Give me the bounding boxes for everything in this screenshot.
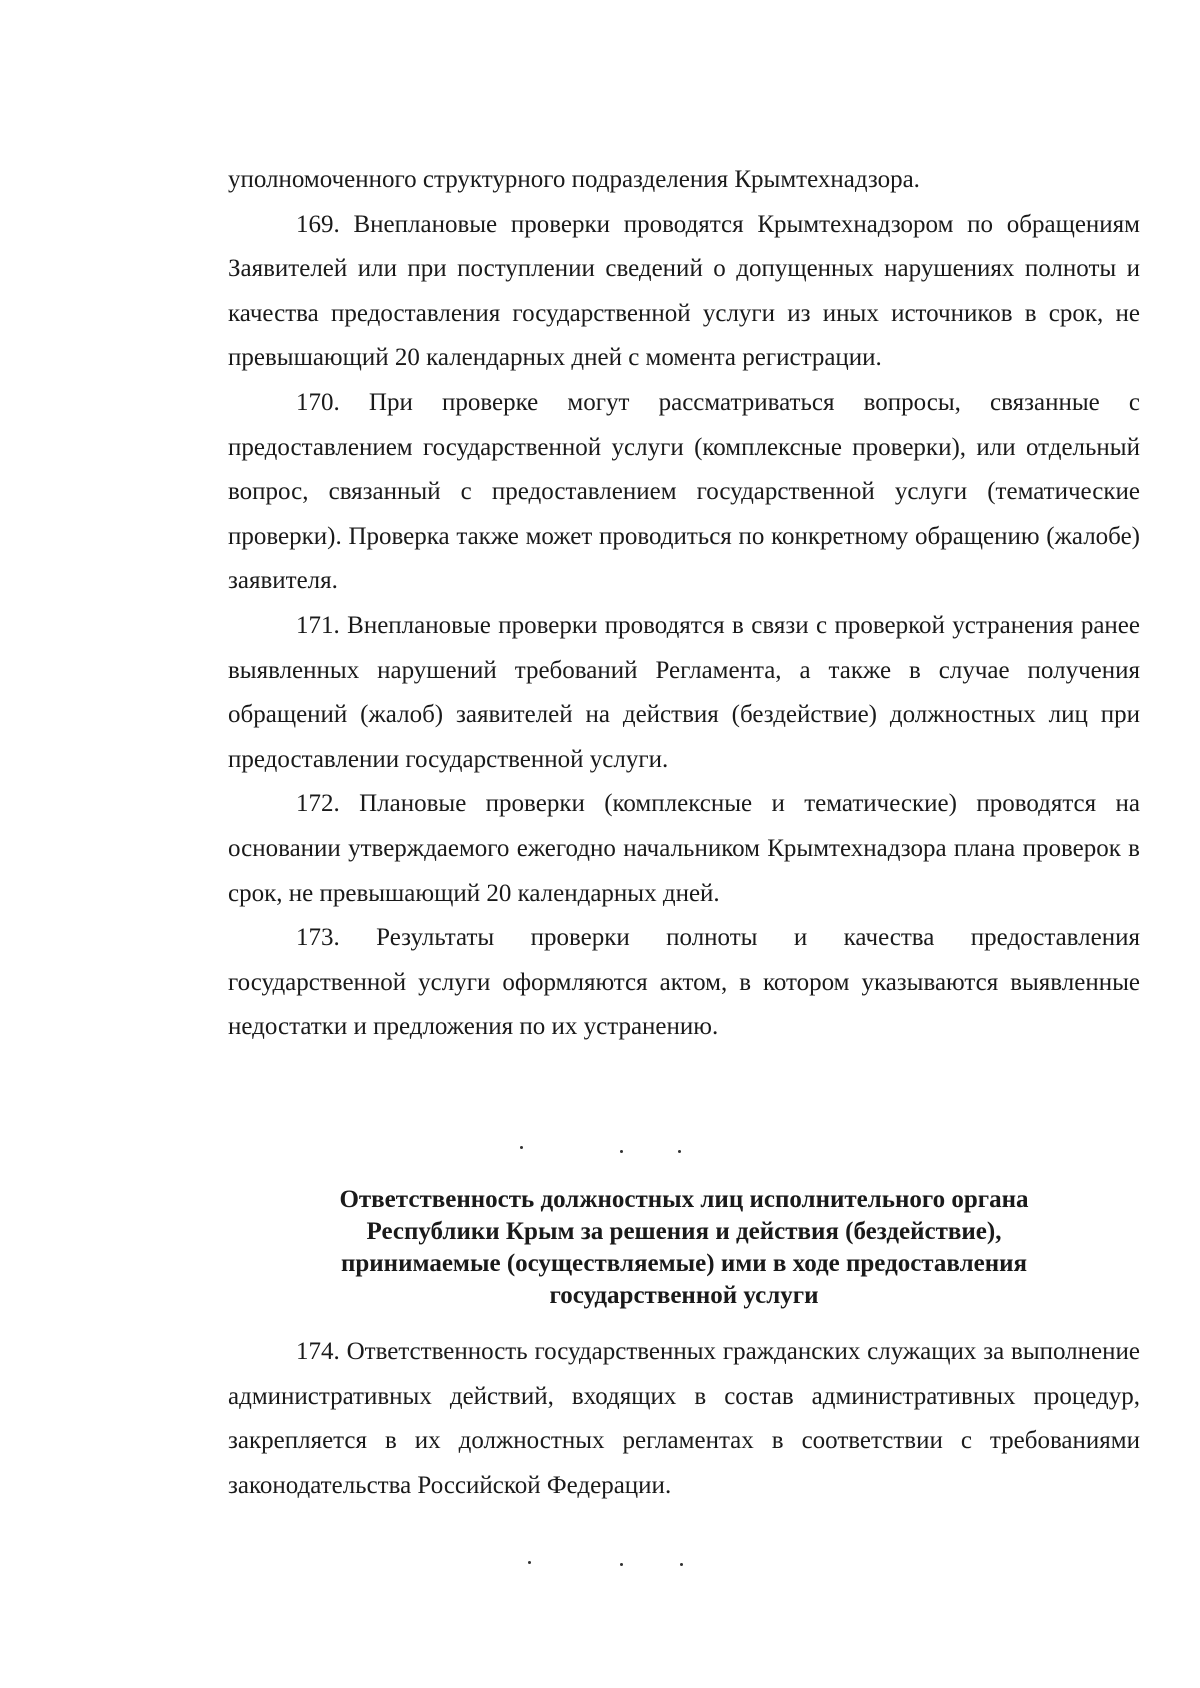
scan-speck [620, 1563, 623, 1566]
scan-speck [678, 1150, 681, 1153]
opening-line: уполномоченного структурного подразделения Крымтехнадзора. [228, 166, 920, 193]
scan-speck-marks [528, 1553, 748, 1573]
scan-speck [620, 1150, 623, 1153]
section-heading-line: государственной услуги [549, 1282, 819, 1309]
section-heading-line: принимаемые (осуществляемые) ими в ходе предоставления [340, 1250, 1028, 1277]
paragraph-173: 173. Результаты проверки полноты и качества предоставления государственной услуги оформляются актом, в котором указываются выявленные недостатки и предложения по их устранению. [228, 924, 1140, 1041]
paragraph-169: 169. Внеплановые проверки проводятся Крымтехнадзором по обращениям Заявителей или при поступлении сведений о допущенных нарушениях полноты и качества предоставления государственной услуги из иных источников в срок, не превышающий 20 календарных дней с момента регистрации. [228, 210, 1140, 372]
scan-speck [680, 1563, 683, 1566]
paragraph-172: 172. Плановые проверки (комплексные и тематические) проводятся на основании утверждаемого ежегодно начальником Крымтехнадзора плана проверок в срок, не превышающий 20 календарных дней. [228, 790, 1140, 907]
section-heading-line: Ответственность должностных лиц исполнительного органа [339, 1186, 1029, 1213]
paragraph-170: 170. При проверке могут рассматриваться вопросы, связанные с предоставлением государственной услуги (комплексные проверки), или отдельный вопрос, связанный с предоставлением государственной услуги (тематические проверки). Проверка также может проводиться по конкретному обращению (жалобе) заявителя. [228, 388, 1140, 595]
document-body [228, 158, 1140, 1050]
paragraph-174: 174. Ответственность государственных гражданских служащих за выполнение административных действий, входящих в состав административных процедур, закрепляется в их должностных регламентах в соответствии с требованиями законодательства Российской Федерации. [228, 1338, 1140, 1499]
scan-speck [528, 1561, 531, 1564]
closing-section [228, 1330, 1140, 1508]
section-heading-line: Республики Крым за решения и действия (бездействие), [366, 1218, 1002, 1245]
section-heading [228, 1184, 1140, 1312]
scan-speck-marks [520, 1140, 740, 1160]
scan-speck [520, 1146, 523, 1149]
paragraph-171: 171. Внеплановые проверки проводятся в связи с проверкой устранения ранее выявленных нарушений требований Регламента, а также в случае получения обращений (жалоб) заявителей на действия (бездействие) должностных лиц при предоставлении государственной услуги. [228, 611, 1140, 773]
